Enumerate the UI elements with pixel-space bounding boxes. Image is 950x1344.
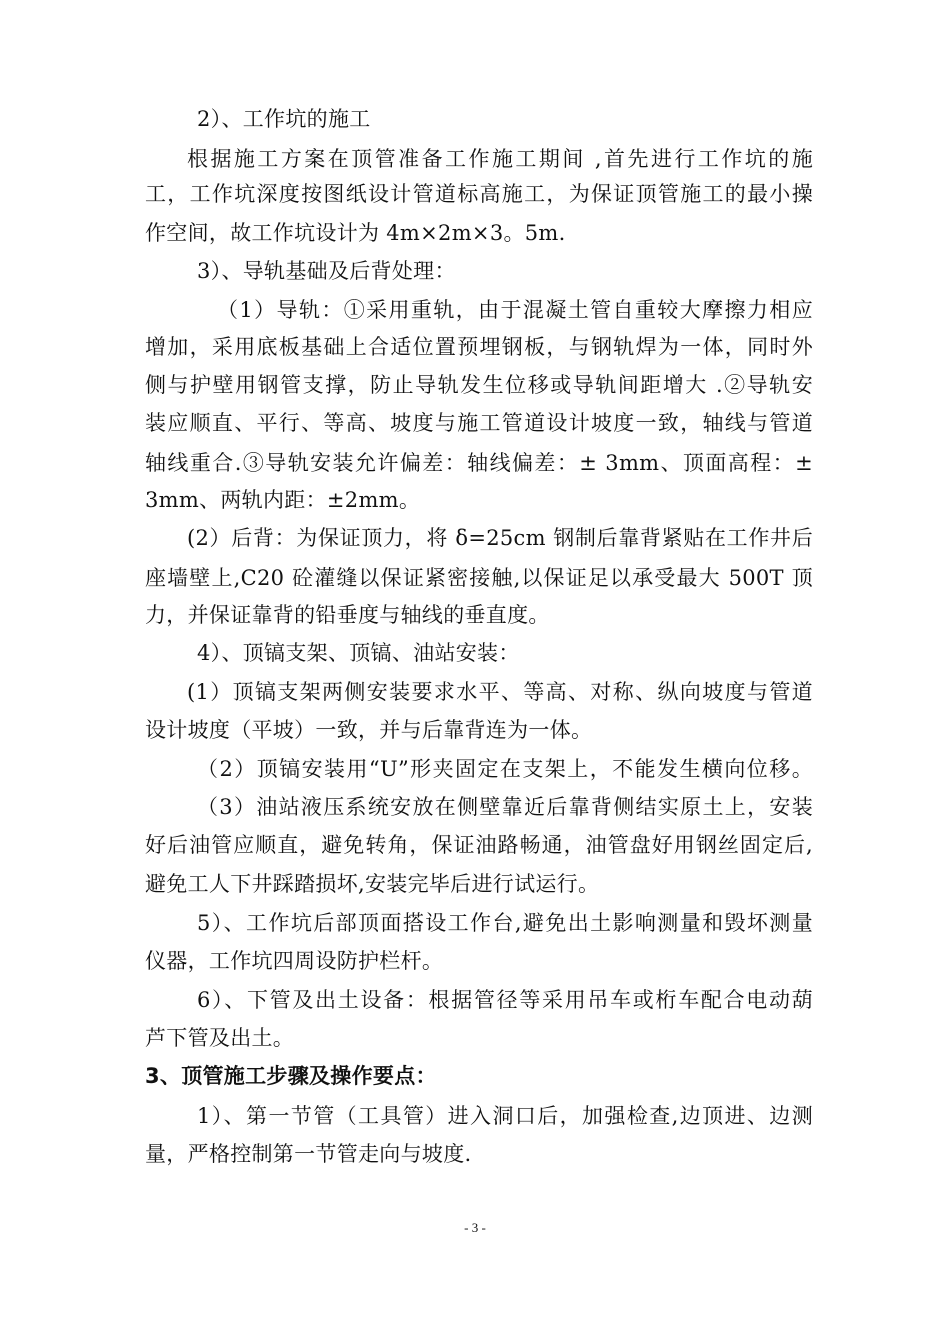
text-line: 4）、顶镐支架、顶镐、油站安装： <box>197 641 520 665</box>
text-line: 1）、第一节管（工具管）进入洞口后，加强检查,边顶进、边测 <box>197 1104 813 1128</box>
text-line: 作空间，故工作坑设计为 4m×2m×3。5m. <box>145 221 566 245</box>
text-line: 3mm、两轨内距：±2mm。 <box>145 488 421 512</box>
text-line: 侧与护壁用钢管支撑，防止导轨发生位移或导轨间距增大 .②导轨安 <box>145 373 813 397</box>
text-line: 6）、下管及出土设备：根据管径等采用吊车或桁车配合电动葫 <box>197 988 813 1012</box>
text-line: （3）油站液压系统安放在侧壁靠近后靠背侧结实原土上，安装 <box>197 795 813 819</box>
text-line: (1）顶镐支架两侧安装要求水平、等高、对称、纵向坡度与管道 <box>187 680 813 704</box>
text-line: 轴线重合.③导轨安装允许偏差：轴线偏差：± 3mm、顶面高程：± <box>145 451 813 475</box>
text-line: 量，严格控制第一节管走向与坡度. <box>145 1142 472 1166</box>
text-line: (2）后背：为保证顶力，将 δ=25cm 钢制后靠背紧贴在工作井后 <box>187 526 813 550</box>
text-line: 力，并保证靠背的铅垂度与轴线的垂直度。 <box>145 603 550 627</box>
text-line: 装应顺直、平行、等高、坡度与施工管道设计坡度一致，轴线与管道 <box>145 411 813 435</box>
text-line: 工，工作坑深度按图纸设计管道标高施工，为保证顶管施工的最小操 <box>145 182 813 206</box>
text-line: （2）顶镐安装用“U”形夹固定在支架上，不能发生横向位移。 <box>197 757 813 781</box>
text-line: 座墙壁上,C20 砼灌缝以保证紧密接触,以保证足以承受最大 500T 顶 <box>145 566 813 590</box>
text-line: 芦下管及出土。 <box>145 1026 295 1050</box>
text-line: （1）导轨：①采用重轨，由于混凝土管自重较大摩擦力相应 <box>217 298 813 322</box>
text-line: 好后油管应顺直，避免转角，保证油路畅通，油管盘好用钢丝固定后, <box>145 833 813 857</box>
section-heading: 3、顶管施工步骤及操作要点： <box>145 1064 437 1088</box>
text-line: 增加，采用底板基础上合适位置预埋钢板，与钢轨焊为一体，同时外 <box>145 335 813 359</box>
text-line: 3）、导轨基础及后背处理： <box>197 259 456 283</box>
text-line: 设计坡度（平坡）一致，并与后靠背连为一体。 <box>145 718 593 742</box>
text-line: 2）、工作坑的施工 <box>197 107 371 131</box>
text-line: 仪器，工作坑四周设防护栏杆。 <box>145 949 444 973</box>
text-line: 5）、工作坑后部顶面搭设工作台,避免出土影响测量和毁坏测量 <box>197 911 813 935</box>
page-number: - 3 - <box>464 1220 486 1235</box>
text-line: 避免工人下井踩踏损坏,安装完毕后进行试运行。 <box>145 872 600 896</box>
text-line: 根据施工方案在顶管准备工作施工期间 ,首先进行工作坑的施 <box>187 147 813 171</box>
